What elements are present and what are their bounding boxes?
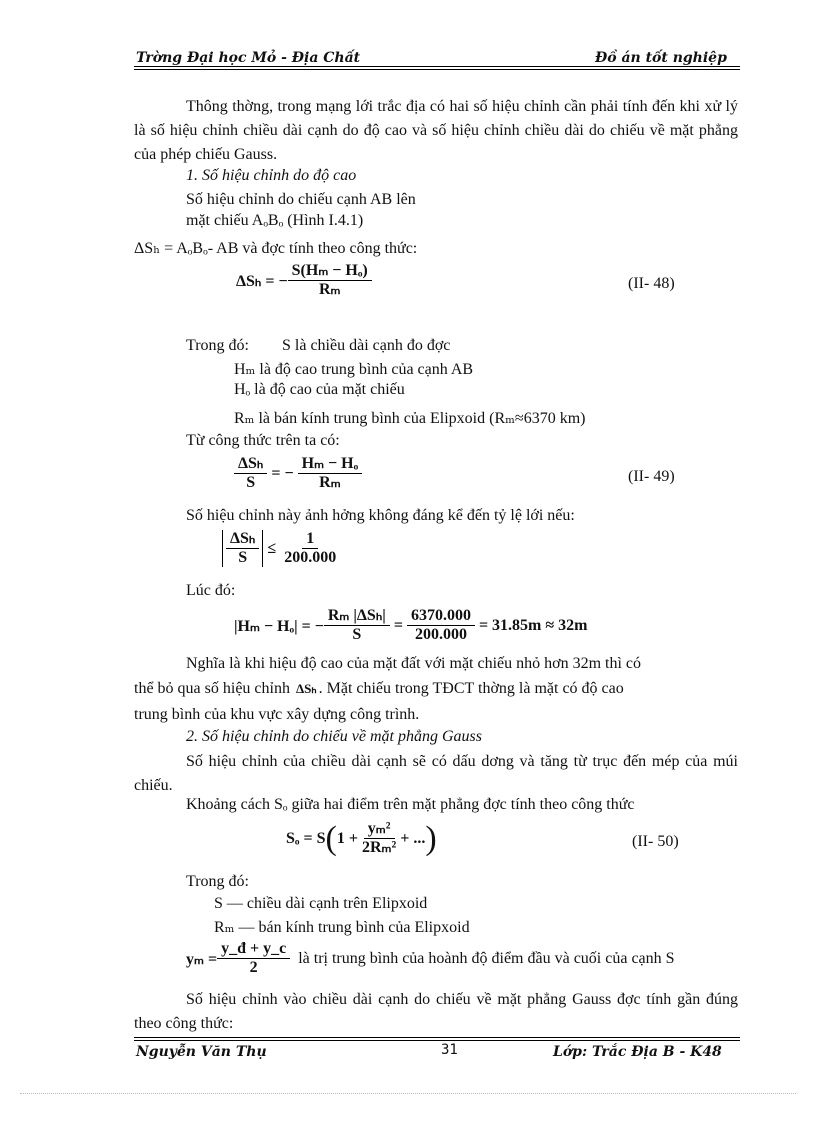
footer-author: Nguyễn Văn Thụ [136, 1044, 267, 1060]
eq-fraction [217, 940, 290, 977]
equation-number: (II- 49) [628, 468, 675, 485]
definition-line: S là chiều dài cạnh đo đợc [282, 337, 451, 354]
eq-fraction [407, 607, 475, 644]
page-number: 31 [441, 1042, 458, 1058]
paren-right-icon: ) [425, 819, 437, 857]
eq-denominator: Rₘ [319, 474, 341, 491]
eq-term: + ... [400, 829, 426, 847]
text-line [134, 680, 624, 698]
eq-denominator: Rₘ [318, 281, 341, 298]
text-span: là trị trung bình của hoành độ điểm đầu và cuối của cạnh S [298, 949, 675, 967]
eq-numerator: 1 [302, 530, 318, 549]
definition-line: Rₘ — bán kính trung bình của Elipxoid [214, 919, 470, 936]
eq-denominator: 2Rₘ² [361, 839, 397, 856]
equation-48 [236, 262, 372, 299]
header-school: Trờng Đại học Mỏ - Địa Chất [136, 50, 361, 66]
where-label: Trong đó: [186, 337, 249, 354]
text-line: Từ công thức trên ta có: [186, 432, 340, 449]
eq-result: = 31.85m ≈ 32m [478, 616, 588, 634]
text-line: Lúc đó: [186, 582, 236, 599]
text-span: thể bỏ qua số hiệu chỉnh [134, 680, 290, 697]
eq-denominator: 2 [249, 959, 258, 976]
symbol: ΔSₕ [295, 681, 317, 696]
eq-numerator: Rₘ |ΔSₕ| [324, 607, 390, 626]
ym-definition [186, 940, 675, 977]
footer-class: Lớp: Trắc Địa B - K48 [553, 1044, 722, 1060]
eq-denominator: S [352, 626, 362, 643]
equation-50 [286, 820, 437, 857]
eq-fraction [324, 607, 390, 644]
section-heading-1: 1. Số hiệu chỉnh do độ cao [186, 167, 357, 184]
eq-numerator: ΔSₕ [234, 455, 267, 474]
text-line: Khoảng cách Sₒ giữa hai điểm trên mặt phẳng đợc tính theo công thức [186, 796, 635, 813]
text-line: Số hiệu chỉnh này ảnh hởng không đáng kể đến tỷ lệ lới nếu: [186, 507, 575, 524]
absolute-value [222, 530, 263, 567]
eq-numerator: yₘ² [364, 820, 395, 839]
equation-number: (II- 50) [632, 833, 679, 850]
paragraph: Số hiệu chỉnh vào chiều dài cạnh do chiếu về mặt phẳng Gauss đợc tính gần đúng theo công thức: [134, 991, 738, 1032]
eq-lhs: Sₒ = S [286, 829, 326, 847]
text-line: mặt chiếu AₒBₒ (Hình I.4.1) [186, 212, 364, 229]
page-edge [20, 1093, 796, 1094]
eq-numerator: ΔSₕ [226, 530, 259, 549]
eq-fraction [234, 455, 267, 492]
eq-fraction [280, 530, 340, 567]
text-line: trung bình của khu vực xây dựng công trình. [134, 706, 420, 723]
eq-numerator: y_đ + y_c [217, 940, 290, 959]
text-line: Nghĩa là khi hiệu độ cao của mặt đất với mặt chiếu nhỏ hơn 32m thì có [186, 655, 642, 672]
eq-lhs: ΔSₕ = − [236, 272, 288, 290]
eq-numerator: Hₘ − Hₒ [298, 455, 363, 474]
definition-line: Rₘ là bán kính trung bình của Elipxoid (Rₘ≈6370 km) [234, 410, 586, 427]
text-span: . Mặt chiếu trong TĐCT thờng là mặt có độ cao [318, 680, 624, 697]
footer-rule [134, 1037, 740, 1041]
inequality [222, 530, 340, 567]
eq-numerator: 6370.000 [407, 607, 475, 626]
eq-lhs: yₘ = [186, 950, 218, 968]
eq-fraction [358, 820, 400, 857]
paragraph: Số hiệu chỉnh của chiều dài cạnh sẽ có dấu dơng và tăng từ trục đến mép của múi chiếu. [134, 753, 738, 794]
section-heading-2: 2. Số hiệu chỉnh do chiếu về mặt phẳng Gauss [186, 728, 482, 745]
header-title: Đồ án tốt nghiệp [595, 50, 727, 66]
definition-line: Hₒ là độ cao của mặt chiếu [234, 381, 405, 398]
where-label: Trong đó: [186, 873, 249, 890]
definition-line: S — chiều dài cạnh trên Elipxoid [214, 895, 428, 912]
eq-fraction [288, 262, 372, 299]
definition-line: Hₘ là độ cao trung bình của cạnh AB [234, 361, 474, 378]
eq-term: 1 + [336, 829, 358, 847]
equation-number: (II- 48) [628, 275, 675, 292]
header-rule [134, 66, 740, 70]
eq-operator: = − [271, 464, 294, 482]
eq-numerator: S(Hₘ − Hₒ) [288, 262, 372, 281]
eq-operator: = [393, 616, 403, 634]
equation-limit [234, 607, 588, 644]
eq-fraction [298, 455, 363, 492]
eq-denominator: S [246, 474, 256, 491]
equation-49 [234, 455, 362, 492]
eq-denominator: 200.000 [414, 626, 467, 643]
intro-paragraph: Thông thờng, trong mạng lới trắc địa có hai số hiệu chỉnh cần phải tính đến khi xử lý là số hiệu chỉnh chiều dài cạnh do độ cao và số hiệu chỉnh chiều dài do chiếu về mặt phẳng của phép chiếu Gauss. [134, 98, 738, 163]
text-line: ΔSₕ = AₒBₒ- AB và đợc tính theo công thức: [134, 240, 418, 257]
paren-left-icon: ( [325, 819, 337, 857]
eq-denominator: 200.000 [284, 549, 337, 566]
eq-operator: ≤ [267, 539, 277, 557]
eq-lhs: |Hₘ − Hₒ| = − [234, 617, 324, 635]
eq-denominator: S [238, 549, 248, 566]
text-line: Số hiệu chỉnh do chiếu cạnh AB lên [186, 191, 416, 208]
